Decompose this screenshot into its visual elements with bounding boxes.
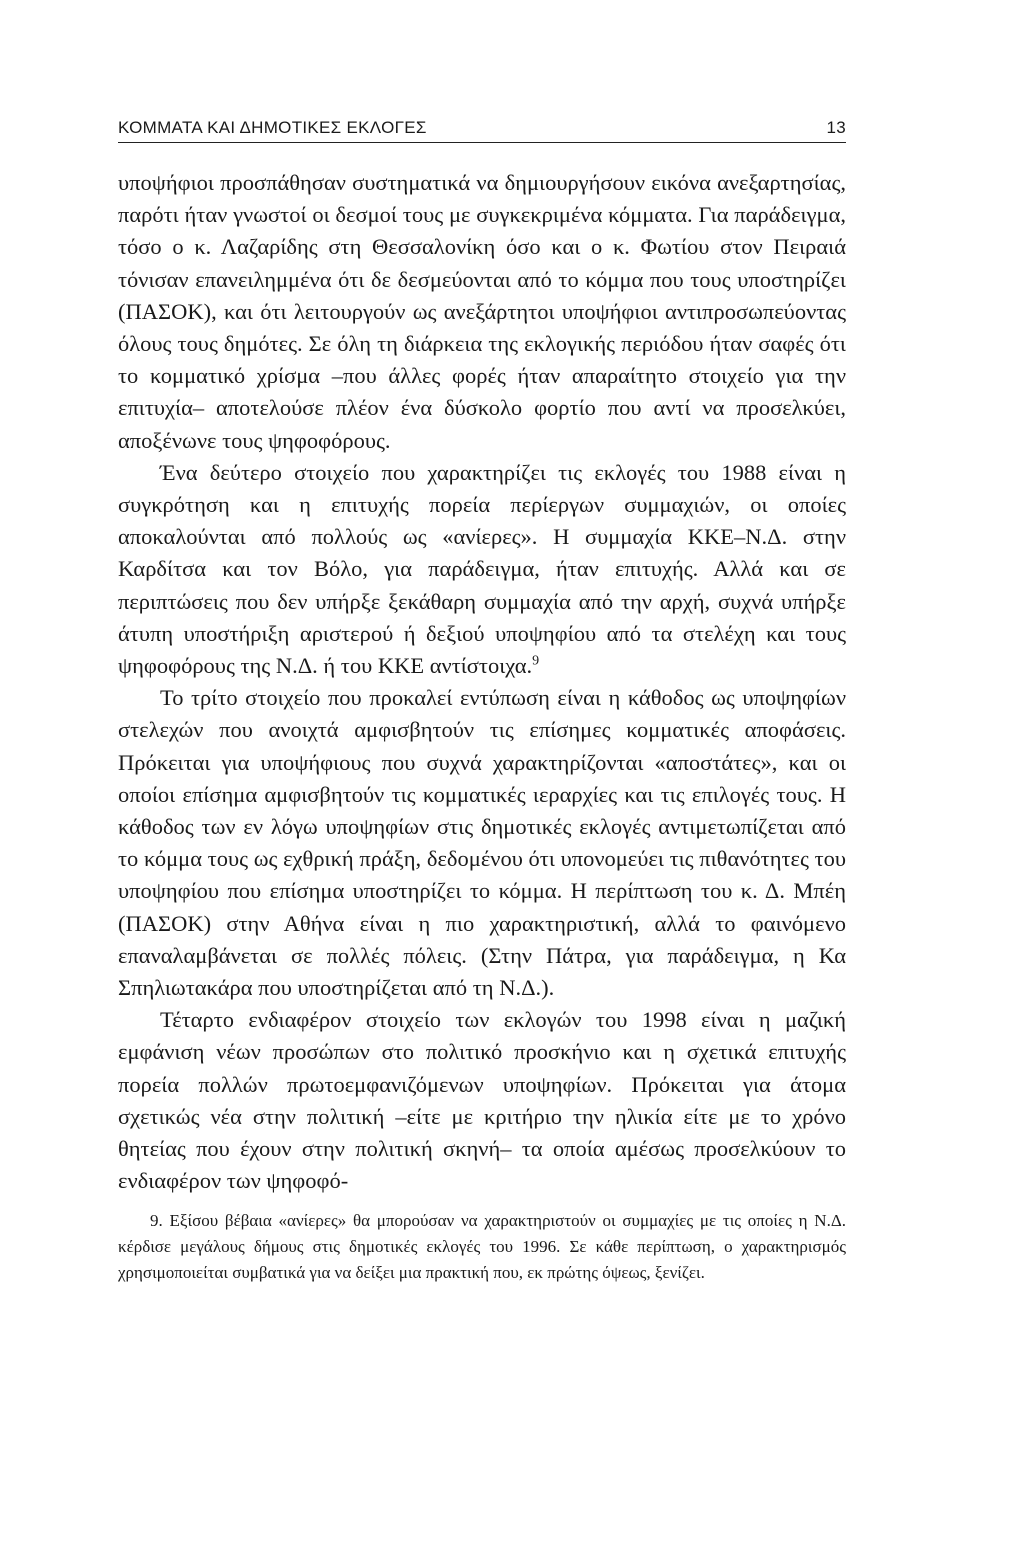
page-number: 13: [826, 118, 846, 137]
paragraph-3: Το τρίτο στοιχείο που προκαλεί εντύπωση είναι η κάθοδος ως υποψηφίων στελεχών που ανοιχτά αμφισβητούν τις επίσημες κομματικές αποφάσεις. Πρόκειται για υποψήφιους που συχνά χαρακτηρίζονται «αποστάτες», και οι οποίοι επίσημα αμφισβητούν τις κομματικές ιεραρχίες και τις επιλογές τους. Η κάθοδος των εν λόγω υποψηφίων στις δημοτικές εκλογές αντιμετωπίζεται από το κόμμα τους ως εχθρική πράξη, δεδομένου ότι υπονομεύει τις πιθανότητες του υποψηφίου που επίσημα υποστηρίζει το κόμμα. Η περίπτωση του κ. Δ. Μπέη (ΠΑΣΟΚ) στην Αθήνα είναι η πιο χαρακτηριστική, αλλά το φαινόμενο επαναλαμβάνεται σε πολλές πόλεις. (Στην Πάτρα, για παράδειγμα, η Κα Σπηλιωτακάρα που υποστηρίζεται από τη Ν.Δ.).: [118, 685, 846, 1001]
paragraph-1: υποψήφιοι προσπάθησαν συστηματικά να δημιουργήσουν εικόνα ανεξαρτησίας, παρότι ήταν γνωστοί οι δεσμοί τους με συγκεκριμένα κόμματα. Για παράδειγμα, τόσο ο κ. Λαζαρίδης στη Θεσσαλονίκη όσο και ο κ. Φωτίου στον Πειραιά τόνισαν επανειλημμένα ότι δε δεσμεύονται από το κόμμα που τους υποστηρίζει (ΠΑΣΟΚ), και ότι λειτουργούν ως ανεξάρτητοι υποψήφιοι αντιπροσωπεύοντας όλους τους δημότες. Σε όλη τη διάρκεια της εκλογικής περιόδου ήταν σαφές ότι το κομματικό χρίσμα –που άλλες φορές ήταν απαραίτητο στοιχείο για την επιτυχία– αποτελούσε πλέον ένα δύσκολο φορτίο που αντί να προσελκύει, αποξένωνε τους ψηφοφόρους.: [118, 170, 846, 453]
footnotes: [118, 1208, 846, 1286]
running-title: ΚΟΜΜΑΤΑ ΚΑΙ ΔΗΜΟΤΙΚΕΣ ΕΚΛΟΓΕΣ: [118, 118, 427, 137]
book-page: [118, 118, 846, 1286]
paragraph-4: Τέταρτο ενδιαφέρον στοιχείο των εκλογών του 1998 είναι η μαζική εμφάνιση νέων προσώπων στο πολιτικό προσκήνιο και η σχετικά επιτυχής πορεία πολλών πρωτοεμφανιζόμενων υποψηφίων. Πρόκειται για άτομα σχετικώς νέα στην πολιτική –είτε με κριτήριο την ηλικία είτε με το χρόνο θητείας που έχουν στην πολιτική σκηνή– τα οποία αμέσως προσελκύουν το ενδιαφέρον των ψηφοφό-: [118, 1007, 846, 1194]
running-head: [118, 118, 846, 143]
paragraph-2-text: Ένα δεύτερο στοιχείο που χαρακτηρίζει τις εκλογές του 1988 είναι η συγκρότηση και η επιτυχής πορεία περίεργων συμμαχιών, οι οποίες αποκαλούνται από πολλούς ως «ανίερες». Η συμμαχία ΚΚΕ–Ν.Δ. στην Καρδίτσα και τον Βόλο, για παράδειγμα, ήταν επιτυχής. Αλλά και σε περιπτώσεις που δεν υπήρξε ξεκάθαρη συμμαχία από την αρχή, συχνά υπήρξε άτυπη υποστήριξη αριστερού ή δεξιού υποψηφίου από τα στελέχη και τους ψηφοφόρους της Ν.Δ. ή του ΚΚΕ αντίστοιχα.: [118, 459, 846, 679]
body-text: [118, 167, 846, 1198]
footnote-9: 9. Εξίσου βέβαια «ανίερες» θα μπορούσαν να χαρακτηριστούν οι συμμαχίες με τις οποίες η Ν.Δ. κέρδισε μεγάλους δήμους στις δημοτικές εκλογές του 1996. Σε κάθε περίπτωση, ο χαρακτηρισμός χρησιμοποιείται συμβατικά για να δείξει μια πρακτική που, εκ πρώτης όψεως, ξενίζει.: [118, 1210, 846, 1282]
footnote-ref: 9: [532, 653, 540, 669]
paragraph-2: [118, 457, 846, 682]
